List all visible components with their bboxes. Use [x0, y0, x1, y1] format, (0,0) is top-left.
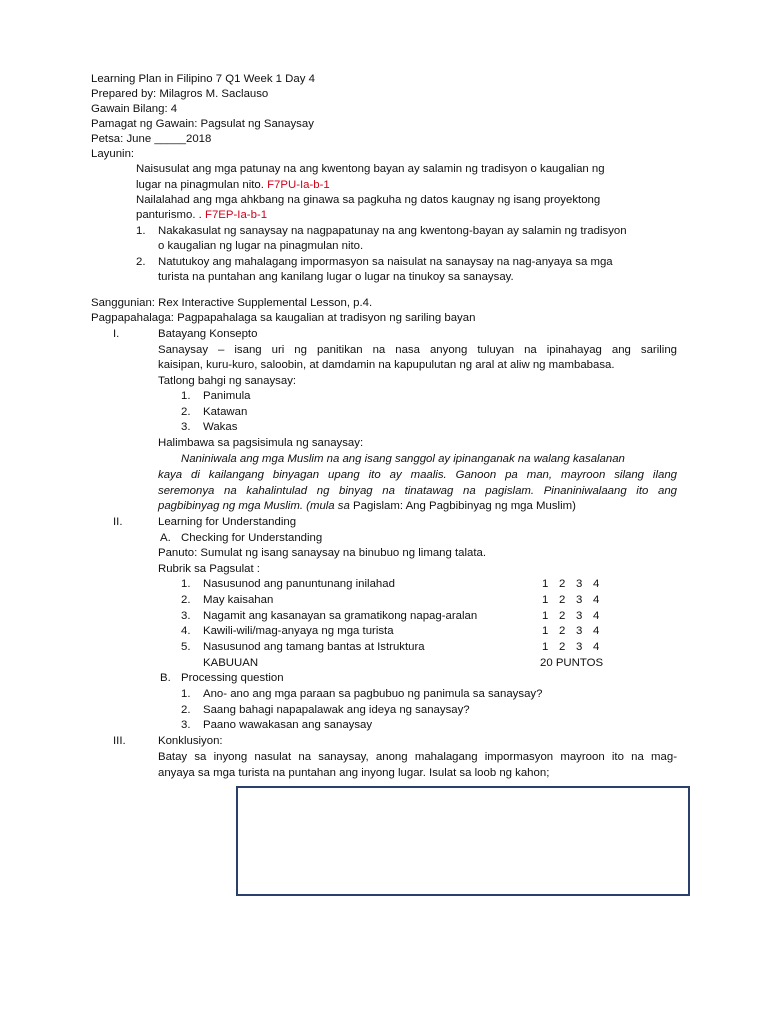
subsection-b-title: Processing question — [181, 672, 284, 684]
score-4: 4 — [593, 625, 600, 637]
rubric-row-5-label: Nasusunod ang tamang bantas at Istruktura — [203, 641, 425, 653]
competency-code-1: F7PU-Ia-b-1 — [267, 179, 330, 191]
konklusiyon-line-2: anyaya sa mga turista na puntahan ang inyong lugar. Isulat sa loob ng kahon; — [158, 767, 550, 779]
rubric-row-1-scores — [542, 577, 610, 592]
score-4: 4 — [593, 578, 600, 590]
part-2-label: Katawan — [203, 406, 248, 418]
rubric-row-5-number: 5. — [181, 641, 191, 653]
score-4: 4 — [593, 610, 600, 622]
rubric-row-2-label: May kaisahan — [203, 594, 274, 606]
section-1-number: I. — [113, 328, 120, 340]
section-3-title: Konklusiyon: — [158, 735, 223, 747]
question-2-text: Saang bahagi napapalawak ang ideya ng sanaysay? — [203, 704, 470, 716]
score-2: 2 — [559, 641, 566, 653]
score-3: 3 — [576, 610, 583, 622]
question-1-text: Ano- ano ang mga paraan sa pagbubuo ng panimula sa sanaysay? — [203, 688, 543, 700]
subsection-a-letter: A. — [160, 532, 171, 544]
part-1-number: 1. — [181, 390, 191, 402]
objective-paragraph-2-text: panturismo. . — [136, 209, 202, 221]
score-3: 3 — [576, 594, 583, 606]
example-line-4-text: pagbibinyag ng mga Muslim. (mula sa — [158, 500, 350, 512]
objective-item-1-line-1: Nakakasulat ng sanaysay na nagpapatunay na ang kwentong-bayan ay salamin ng tradisyon — [158, 225, 627, 237]
competency-code-2: F7EP-Ia-b-1 — [205, 209, 268, 221]
section-2-number: II. — [113, 516, 123, 528]
pamagat-ng-gawain: Pamagat ng Gawain: Pagsulat ng Sanaysay — [91, 118, 314, 130]
panuto: Panuto: Sumulat ng isang sanaysay na binubuo ng limang talata. — [158, 547, 487, 559]
rubric-row-2-scores — [542, 593, 610, 608]
rubric-row-3-scores — [542, 609, 610, 624]
rubric-row-5-scores — [542, 640, 610, 655]
document-title: Learning Plan in Filipino 7 Q1 Week 1 Day 4 — [91, 73, 315, 85]
score-2: 2 — [559, 578, 566, 590]
prepared-by: Prepared by: Milagros M. Saclauso — [91, 88, 269, 100]
example-line-3: seremonya na kahalintulad ng binyag na tinatawag na pagislam. Pinaniniwalaang ito ang — [158, 485, 677, 497]
objective-paragraph-1-line-2 — [136, 178, 330, 193]
objective-item-2-line-1: Natutukoy ang mahalagang impormasyon sa naisulat na sanaysay na nag-anyaya sa mga — [158, 256, 613, 268]
subsection-a-title: Checking for Understanding — [181, 532, 323, 544]
objective-item-1-line-2: o kaugalian ng lugar na pinagmulan nito. — [158, 240, 364, 252]
score-3: 3 — [576, 625, 583, 637]
objective-item-2-number: 2. — [136, 256, 146, 268]
rubric-row-3-number: 3. — [181, 610, 191, 622]
score-3: 3 — [576, 578, 583, 590]
score-1: 1 — [542, 641, 549, 653]
score-1: 1 — [542, 625, 549, 637]
score-4: 4 — [593, 594, 600, 606]
answer-box[interactable] — [236, 786, 690, 896]
score-2: 2 — [559, 610, 566, 622]
rubric-row-4-label: Kawili-wili/mag-anyaya ng mga turista — [203, 625, 394, 637]
rubric-row-1-number: 1. — [181, 578, 191, 590]
score-3: 3 — [576, 641, 583, 653]
question-3-number: 3. — [181, 719, 191, 731]
rubrik-heading: Rubrik sa Pagsulat : — [158, 563, 260, 575]
objective-item-2-line-2: turista na puntahan ang kanilang lugar o lugar na tinukoy sa sanaysay. — [158, 271, 514, 283]
score-4: 4 — [593, 641, 600, 653]
rubric-row-4-number: 4. — [181, 625, 191, 637]
petsa: Petsa: June _____2018 — [91, 133, 212, 145]
tatlong-bahagi-heading: Tatlong bahgi ng sanaysay: — [158, 375, 297, 387]
part-2-number: 2. — [181, 406, 191, 418]
layunin-label: Layunin: — [91, 148, 135, 160]
sanaysay-definition-line-1: Sanaysay – isang uri ng panitikan na nasa anyong tuluyan na ipinahayag ang sariling — [158, 344, 677, 356]
section-3-number: III. — [113, 735, 126, 747]
kabuuan-label: KABUUAN — [203, 657, 259, 669]
question-2-number: 2. — [181, 704, 191, 716]
gawain-bilang: Gawain Bilang: 4 — [91, 103, 178, 115]
section-1-title: Batayang Konsepto — [158, 328, 258, 340]
objective-paragraph-1-text: lugar na pinagmulan nito. — [136, 179, 264, 191]
part-1-label: Panimula — [203, 390, 251, 402]
score-2: 2 — [559, 594, 566, 606]
example-line-1: Naniniwala ang mga Muslim na ang isang sanggol ay ipinanganak na walang kasalanan — [181, 453, 625, 465]
kabuuan-score: 20 PUNTOS — [540, 657, 604, 669]
part-3-label: Wakas — [203, 421, 238, 433]
sanaysay-definition-line-2: kaisipan, kuru-kuro, saloobin, at damdamin na kapupulutan ng aral at aliw ng mambabasa. — [158, 359, 615, 371]
pagpapahalaga: Pagpapahalaga: Pagpapahalaga sa kaugalian at tradisyon ng sariling bayan — [91, 312, 476, 324]
subsection-b-letter: B. — [160, 672, 171, 684]
konklusiyon-line-1: Batay sa inyong nasulat na sanaysay, anong mahalagang impormasyon mayroon ito na mag- — [158, 751, 677, 763]
sanggunian: Sanggunian: Rex Interactive Supplemental Lesson, p.4. — [91, 297, 373, 309]
objective-paragraph-2-line-1: Nailalahad ang mga ahkbang na ginawa sa pagkuha ng datos kaugnay ng isang proyektong — [136, 194, 601, 206]
objective-item-1-number: 1. — [136, 225, 146, 237]
example-line-4 — [158, 499, 576, 514]
rubric-row-2-number: 2. — [181, 594, 191, 606]
score-2: 2 — [559, 625, 566, 637]
score-1: 1 — [542, 610, 549, 622]
section-2-title: Learning for Understanding — [158, 516, 297, 528]
rubric-row-4-scores — [542, 624, 610, 639]
part-3-number: 3. — [181, 421, 191, 433]
halimbawa-heading: Halimbawa sa pagsisimula ng sanaysay: — [158, 437, 364, 449]
objective-paragraph-1-line-1: Naisusulat ang mga patunay na ang kwentong bayan ay salamin ng tradisyon o kaugalian ng — [136, 163, 605, 175]
rubric-row-3-label: Nagamit ang kasanayan sa gramatikong napag-aralan — [203, 610, 478, 622]
example-source: Pagislam: Ang Pagbibinyag ng mga Muslim) — [353, 500, 576, 512]
example-line-2: kaya di kailangang binyagan upang ito ay maalis. Ganoon pa man, mayroon silang ilang — [158, 469, 677, 481]
score-1: 1 — [542, 578, 549, 590]
question-3-text: Paano wawakasan ang sanaysay — [203, 719, 373, 731]
question-1-number: 1. — [181, 688, 191, 700]
score-1: 1 — [542, 594, 549, 606]
objective-paragraph-2-line-2 — [136, 208, 267, 223]
rubric-row-1-label: Nasusunod ang panuntunang inilahad — [203, 578, 395, 590]
